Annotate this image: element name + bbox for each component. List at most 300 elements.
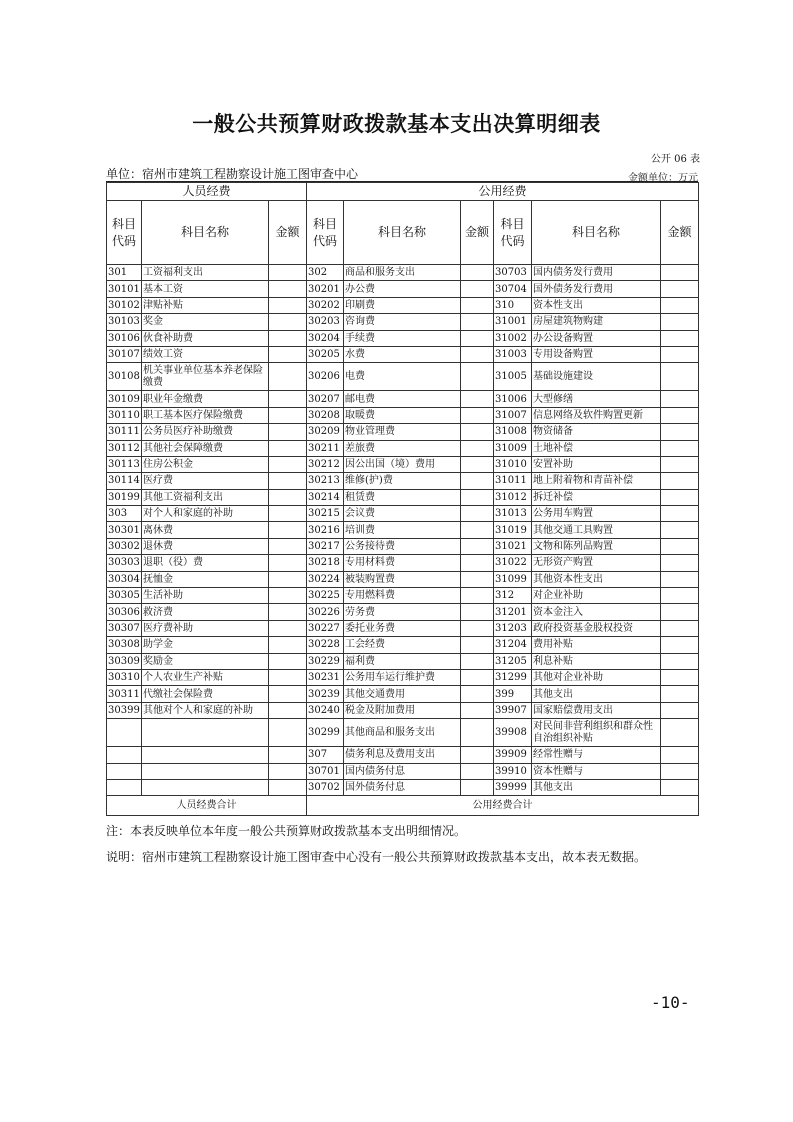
table-row	[107, 391, 699, 407]
row-name-cell: 信息网络及软件购置更新	[532, 407, 661, 423]
row-amount-cell	[269, 281, 307, 297]
row-name-cell: 商品和服务支出	[344, 265, 461, 281]
row-amount-cell	[661, 571, 699, 587]
row-name-cell: 国家赔偿费用支出	[532, 702, 661, 718]
row-amount-cell	[269, 779, 307, 795]
row-name-cell: 物资储备	[532, 424, 661, 440]
public-total-label: 公用经费合计	[307, 796, 699, 816]
row-code-cell: 30108	[107, 363, 142, 391]
row-name-cell: 房屋建筑物购建	[532, 314, 661, 330]
table-row	[107, 588, 699, 604]
row-name-cell: 咨询费	[344, 314, 461, 330]
row-name-cell: 专用设备购置	[532, 346, 661, 362]
col-amount-header: 金额	[461, 201, 494, 265]
row-code-cell: 31005	[494, 363, 532, 391]
row-name-cell: 其他交通工具购置	[532, 522, 661, 538]
row-code-cell: 30101	[107, 281, 142, 297]
row-code-cell: 31007	[494, 407, 532, 423]
row-amount-cell	[269, 440, 307, 456]
row-code-cell: 30231	[307, 669, 344, 685]
table-row	[107, 719, 699, 747]
table-row	[107, 763, 699, 779]
row-name-cell: 债务利息及费用支出	[344, 747, 461, 763]
row-amount-cell	[461, 637, 494, 653]
row-code-cell	[107, 763, 142, 779]
table-row	[107, 653, 699, 669]
row-code-cell: 30304	[107, 571, 142, 587]
row-code-cell: 30208	[307, 407, 344, 423]
row-amount-cell	[269, 719, 307, 747]
row-amount-cell	[461, 620, 494, 636]
row-code-cell: 307	[307, 747, 344, 763]
row-amount-cell	[461, 719, 494, 747]
table-row	[107, 489, 699, 505]
col-code-header: 科目代码	[494, 201, 532, 265]
row-amount-cell	[461, 391, 494, 407]
row-name-cell: 医疗费	[142, 473, 269, 489]
row-code-cell: 30113	[107, 456, 142, 472]
row-amount-cell	[661, 653, 699, 669]
row-amount-cell	[661, 763, 699, 779]
row-code-cell: 31006	[494, 391, 532, 407]
table-row	[107, 779, 699, 795]
row-code-cell: 30207	[307, 391, 344, 407]
row-name-cell: 其他支出	[532, 779, 661, 795]
row-code-cell: 39999	[494, 779, 532, 795]
row-name-cell: 生活补助	[142, 588, 269, 604]
table-row	[107, 637, 699, 653]
row-name-cell: 其他工资福利支出	[142, 489, 269, 505]
amount-unit: 金额单位：万元	[628, 173, 698, 184]
row-amount-cell	[269, 538, 307, 554]
row-code-cell: 30107	[107, 346, 142, 362]
row-amount-cell	[661, 297, 699, 313]
row-name-cell: 利息补贴	[532, 653, 661, 669]
row-code-cell: 30228	[307, 637, 344, 653]
row-amount-cell	[269, 314, 307, 330]
row-name-cell: 基础设施建设	[532, 363, 661, 391]
row-name-cell: 退休费	[142, 538, 269, 554]
row-amount-cell	[661, 588, 699, 604]
row-amount-cell	[269, 506, 307, 522]
table-row	[107, 440, 699, 456]
row-name-cell: 国外债务发行费用	[532, 281, 661, 297]
row-name-cell: 公务用车运行维护费	[344, 669, 461, 685]
table-row	[107, 538, 699, 554]
col-name-header: 科目名称	[344, 201, 461, 265]
row-amount-cell	[461, 555, 494, 571]
row-code-cell: 30307	[107, 620, 142, 636]
table-row	[107, 620, 699, 636]
table-row	[107, 555, 699, 571]
row-amount-cell	[269, 620, 307, 636]
row-amount-cell	[269, 604, 307, 620]
table-row	[107, 314, 699, 330]
row-code-cell: 31010	[494, 456, 532, 472]
row-name-cell: 国外债务付息	[344, 779, 461, 795]
row-amount-cell	[269, 391, 307, 407]
group-public-header: 公用经费	[307, 183, 699, 201]
row-code-cell: 30704	[494, 281, 532, 297]
table-note: 注：本表反映单位本年度一般公共预算财政拨款基本支出明细情况。	[106, 824, 467, 838]
row-amount-cell	[461, 314, 494, 330]
row-code-cell: 31021	[494, 538, 532, 554]
row-name-cell: 助学金	[142, 637, 269, 653]
row-amount-cell	[661, 281, 699, 297]
row-name-cell: 税金及附加费用	[344, 702, 461, 718]
row-amount-cell	[269, 265, 307, 281]
row-code-cell: 39908	[494, 719, 532, 747]
row-amount-cell	[661, 522, 699, 538]
row-code-cell: 30311	[107, 686, 142, 702]
row-code-cell: 31012	[494, 489, 532, 505]
personnel-total-label: 人员经费合计	[107, 796, 307, 816]
row-name-cell: 其他资本性支出	[532, 571, 661, 587]
row-code-cell: 310	[494, 297, 532, 313]
row-amount-cell	[269, 456, 307, 472]
row-code-cell: 31001	[494, 314, 532, 330]
row-amount-cell	[269, 489, 307, 505]
row-code-cell: 30201	[307, 281, 344, 297]
row-name-cell: 绩效工资	[142, 346, 269, 362]
row-code-cell: 30305	[107, 588, 142, 604]
row-code-cell: 30301	[107, 522, 142, 538]
col-amount-header: 金额	[661, 201, 699, 265]
unit-line	[106, 164, 698, 182]
row-name-cell: 其他对个人和家庭的补助	[142, 702, 269, 718]
row-name-cell: 伙食补助费	[142, 330, 269, 346]
row-code-cell: 302	[307, 265, 344, 281]
row-amount-cell	[661, 314, 699, 330]
row-name-cell: 拆迁补偿	[532, 489, 661, 505]
row-code-cell: 30202	[307, 297, 344, 313]
row-name-cell: 专用燃料费	[344, 588, 461, 604]
row-code-cell: 30205	[307, 346, 344, 362]
row-name-cell: 邮电费	[344, 391, 461, 407]
row-code-cell: 30213	[307, 473, 344, 489]
table-row	[107, 473, 699, 489]
row-name-cell: 政府投资基金股权投资	[532, 620, 661, 636]
row-code-cell: 31009	[494, 440, 532, 456]
row-amount-cell	[461, 522, 494, 538]
row-code-cell: 30209	[307, 424, 344, 440]
row-name-cell: 对企业补助	[532, 588, 661, 604]
row-code-cell: 30112	[107, 440, 142, 456]
explanation: 说明：宿州市建筑工程勘察设计施工图审查中心没有一般公共预算财政拨款基本支出，故本表无数据。	[106, 850, 647, 864]
table-row	[107, 330, 699, 346]
row-name-cell: 维修(护)费	[344, 473, 461, 489]
row-name-cell: 退职（役）费	[142, 555, 269, 571]
row-amount-cell	[269, 637, 307, 653]
row-code-cell: 31008	[494, 424, 532, 440]
row-amount-cell	[661, 686, 699, 702]
row-code-cell: 30309	[107, 653, 142, 669]
row-code-cell: 30225	[307, 588, 344, 604]
row-name-cell: 被装购置费	[344, 571, 461, 587]
row-amount-cell	[661, 555, 699, 571]
row-name-cell: 职业年金缴费	[142, 391, 269, 407]
col-amount-header: 金额	[269, 201, 307, 265]
row-amount-cell	[269, 571, 307, 587]
row-name-cell: 其他商品和服务支出	[344, 719, 461, 747]
row-amount-cell	[269, 330, 307, 346]
row-name-cell: 印刷费	[344, 297, 461, 313]
row-code-cell: 30214	[307, 489, 344, 505]
row-amount-cell	[461, 456, 494, 472]
row-amount-cell	[661, 440, 699, 456]
row-name-cell: 基本工资	[142, 281, 269, 297]
row-code-cell: 30399	[107, 702, 142, 718]
row-name-cell: 离休费	[142, 522, 269, 538]
row-name-cell: 会议费	[344, 506, 461, 522]
row-amount-cell	[461, 346, 494, 362]
row-name-cell: 医疗费补助	[142, 620, 269, 636]
row-amount-cell	[461, 779, 494, 795]
row-code-cell: 30217	[307, 538, 344, 554]
row-amount-cell	[661, 637, 699, 653]
row-amount-cell	[269, 747, 307, 763]
table-row	[107, 456, 699, 472]
row-code-cell: 30106	[107, 330, 142, 346]
row-name-cell	[142, 719, 269, 747]
row-name-cell	[142, 779, 269, 795]
row-amount-cell	[461, 604, 494, 620]
row-code-cell: 30206	[307, 363, 344, 391]
table-row	[107, 686, 699, 702]
row-code-cell: 399	[494, 686, 532, 702]
row-name-cell: 安置补助	[532, 456, 661, 472]
table-row	[107, 424, 699, 440]
total-row	[107, 796, 699, 816]
row-code-cell: 31099	[494, 571, 532, 587]
row-name-cell: 租赁费	[344, 489, 461, 505]
row-name-cell: 劳务费	[344, 604, 461, 620]
row-name-cell: 住房公积金	[142, 456, 269, 472]
row-amount-cell	[269, 346, 307, 362]
row-amount-cell	[269, 522, 307, 538]
row-name-cell: 因公出国（境）费用	[344, 456, 461, 472]
row-code-cell: 30199	[107, 489, 142, 505]
row-amount-cell	[461, 489, 494, 505]
row-name-cell: 培训费	[344, 522, 461, 538]
row-code-cell: 30224	[307, 571, 344, 587]
row-code-cell	[107, 779, 142, 795]
row-name-cell	[142, 747, 269, 763]
row-code-cell: 30310	[107, 669, 142, 685]
row-code-cell: 30226	[307, 604, 344, 620]
row-amount-cell	[461, 424, 494, 440]
row-name-cell: 福利费	[344, 653, 461, 669]
row-code-cell: 31013	[494, 506, 532, 522]
row-amount-cell	[661, 407, 699, 423]
row-code-cell: 303	[107, 506, 142, 522]
row-name-cell: 个人农业生产补贴	[142, 669, 269, 685]
row-name-cell: 取暖费	[344, 407, 461, 423]
row-code-cell: 30215	[307, 506, 344, 522]
row-name-cell: 地上附着物和青苗补偿	[532, 473, 661, 489]
row-name-cell: 水费	[344, 346, 461, 362]
table-row	[107, 604, 699, 620]
row-amount-cell	[661, 719, 699, 747]
row-amount-cell	[269, 407, 307, 423]
row-amount-cell	[269, 763, 307, 779]
row-code-cell: 31003	[494, 346, 532, 362]
group-personnel-header: 人员经费	[107, 183, 307, 201]
row-name-cell: 公务接待费	[344, 538, 461, 554]
row-amount-cell	[661, 779, 699, 795]
row-code-cell: 30218	[307, 555, 344, 571]
expense-table	[106, 182, 699, 816]
row-code-cell	[107, 747, 142, 763]
page-number: -10-	[651, 993, 690, 1012]
row-code-cell: 30703	[494, 265, 532, 281]
row-amount-cell	[461, 440, 494, 456]
row-code-cell: 31002	[494, 330, 532, 346]
row-amount-cell	[461, 281, 494, 297]
table-row	[107, 265, 699, 281]
col-code-header: 科目代码	[307, 201, 344, 265]
row-code-cell: 30701	[307, 763, 344, 779]
row-amount-cell	[269, 588, 307, 604]
row-name-cell: 奖励金	[142, 653, 269, 669]
row-name-cell: 奖金	[142, 314, 269, 330]
table-row	[107, 506, 699, 522]
row-name-cell: 资本性赠与	[532, 763, 661, 779]
row-amount-cell	[269, 555, 307, 571]
row-name-cell: 办公费	[344, 281, 461, 297]
row-amount-cell	[461, 763, 494, 779]
row-code-cell: 39910	[494, 763, 532, 779]
row-code-cell: 31019	[494, 522, 532, 538]
row-code-cell: 30239	[307, 686, 344, 702]
row-code-cell: 30702	[307, 779, 344, 795]
row-name-cell: 代缴社会保险费	[142, 686, 269, 702]
table-row	[107, 571, 699, 587]
row-code-cell: 30212	[307, 456, 344, 472]
col-name-header: 科目名称	[142, 201, 269, 265]
row-name-cell: 电费	[344, 363, 461, 391]
row-amount-cell	[461, 297, 494, 313]
row-name-cell: 救济费	[142, 604, 269, 620]
row-amount-cell	[269, 363, 307, 391]
row-amount-cell	[661, 702, 699, 718]
row-amount-cell	[661, 424, 699, 440]
row-amount-cell	[269, 669, 307, 685]
row-name-cell: 文物和陈列品购置	[532, 538, 661, 554]
row-amount-cell	[661, 456, 699, 472]
row-name-cell: 专用材料费	[344, 555, 461, 571]
row-amount-cell	[269, 424, 307, 440]
row-code-cell: 30216	[307, 522, 344, 538]
row-amount-cell	[269, 702, 307, 718]
row-name-cell: 工会经费	[344, 637, 461, 653]
row-amount-cell	[661, 363, 699, 391]
table-row	[107, 297, 699, 313]
table-row	[107, 363, 699, 391]
row-code-cell: 39907	[494, 702, 532, 718]
row-code-cell: 30302	[107, 538, 142, 554]
row-name-cell: 国内债务发行费用	[532, 265, 661, 281]
row-name-cell: 大型修缮	[532, 391, 661, 407]
row-amount-cell	[661, 604, 699, 620]
row-amount-cell	[661, 506, 699, 522]
row-name-cell: 土地补偿	[532, 440, 661, 456]
row-amount-cell	[461, 702, 494, 718]
row-amount-cell	[461, 407, 494, 423]
row-code-cell: 30109	[107, 391, 142, 407]
row-amount-cell	[461, 330, 494, 346]
row-amount-cell	[269, 473, 307, 489]
row-code-cell: 30110	[107, 407, 142, 423]
row-code-cell: 31201	[494, 604, 532, 620]
table-row	[107, 346, 699, 362]
col-name-header: 科目名称	[532, 201, 661, 265]
row-amount-cell	[461, 538, 494, 554]
row-name-cell: 对民间非营利组织和群众性自治组织补贴	[532, 719, 661, 747]
row-code-cell: 30203	[307, 314, 344, 330]
row-amount-cell	[269, 686, 307, 702]
row-code-cell: 31022	[494, 555, 532, 571]
row-code-cell: 31299	[494, 669, 532, 685]
table-row	[107, 281, 699, 297]
row-name-cell: 其他对企业补助	[532, 669, 661, 685]
row-amount-cell	[461, 686, 494, 702]
row-amount-cell	[269, 297, 307, 313]
row-code-cell: 30102	[107, 297, 142, 313]
unit-label: 单位：宿州市建筑工程勘察设计施工图审查中心	[106, 167, 359, 181]
row-amount-cell	[461, 363, 494, 391]
row-code-cell: 30103	[107, 314, 142, 330]
row-name-cell: 公务员医疗补助缴费	[142, 424, 269, 440]
table-row	[107, 702, 699, 718]
row-name-cell: 差旅费	[344, 440, 461, 456]
col-code-header: 科目代码	[107, 201, 142, 265]
row-name-cell: 其他社会保障缴费	[142, 440, 269, 456]
row-code-cell: 30204	[307, 330, 344, 346]
row-code-cell: 30303	[107, 555, 142, 571]
page-title: 一般公共预算财政拨款基本支出决算明细表	[192, 112, 601, 136]
row-code-cell: 31203	[494, 620, 532, 636]
row-amount-cell	[269, 653, 307, 669]
row-code-cell: 30229	[307, 653, 344, 669]
row-code-cell: 30306	[107, 604, 142, 620]
row-name-cell: 机关事业单位基本养老保险缴费	[142, 363, 269, 391]
row-code-cell: 30299	[307, 719, 344, 747]
row-code-cell	[107, 719, 142, 747]
row-name-cell: 费用补贴	[532, 637, 661, 653]
row-code-cell: 30211	[307, 440, 344, 456]
form-code: 公开 06 表	[650, 154, 700, 165]
row-code-cell: 31204	[494, 637, 532, 653]
row-amount-cell	[461, 669, 494, 685]
row-code-cell: 30111	[107, 424, 142, 440]
table-row	[107, 669, 699, 685]
row-amount-cell	[661, 346, 699, 362]
row-amount-cell	[461, 747, 494, 763]
row-amount-cell	[661, 330, 699, 346]
row-amount-cell	[461, 506, 494, 522]
row-name-cell: 其他支出	[532, 686, 661, 702]
row-name-cell: 委托业务费	[344, 620, 461, 636]
row-amount-cell	[661, 473, 699, 489]
row-amount-cell	[461, 653, 494, 669]
row-name-cell: 公务用车购置	[532, 506, 661, 522]
row-name-cell: 经常性赠与	[532, 747, 661, 763]
row-name-cell: 津贴补贴	[142, 297, 269, 313]
table-row	[107, 407, 699, 423]
row-name-cell: 对个人和家庭的补助	[142, 506, 269, 522]
row-amount-cell	[661, 489, 699, 505]
